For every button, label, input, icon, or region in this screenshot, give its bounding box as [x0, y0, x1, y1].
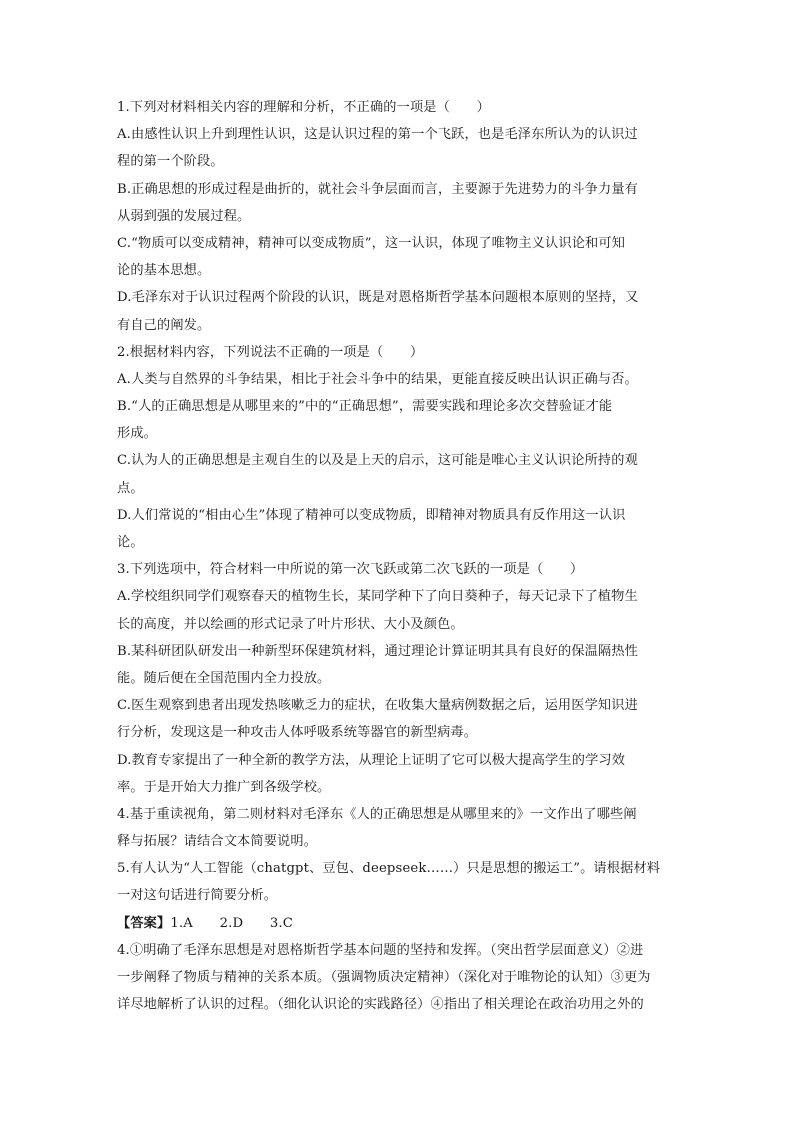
- question-1-option-a: A.由感性认识上升到理性认识，这是认识过程的第一个飞跃，也是毛泽东所认为的认识过: [117, 127, 638, 143]
- question-3-stem: 3.下列选项中，符合材料一中所说的第一次飞跃或第二次飞跃的一项是（ ）: [117, 562, 584, 578]
- question-5-stem: 5.有人认为“人工智能（chatgpt、豆包、deepseek……）只是思想的搬运工”。请根据材料: [117, 861, 661, 877]
- answer-line: [117, 910, 680, 937]
- answer-4-line-1: 4.①明确了毛泽东思想是对恩格斯哲学基本问题的坚持和发挥。（突出哲学层面意义）②进: [117, 942, 644, 958]
- answer-choices: 1.A 2.D 3.C: [170, 915, 293, 931]
- question-1-option-c-cont: 论的基本思想。: [117, 263, 211, 279]
- question-2-option-b: B.“人的正确思想是从哪里来的”中的“正确思想”，需要实践和理论多次交替验证才能: [117, 399, 613, 415]
- question-2-option-d-cont: 论。: [117, 535, 144, 550]
- question-3-option-c: C.医生观察到患者出现发热咳嗽乏力的症状，在收集大量病例数据之后，运用医学知识进: [117, 698, 638, 714]
- question-3-option-b: B.某科研团队研发出一种新型环保建筑材料，通过理论计算证明其具有良好的保温隔热性: [117, 643, 639, 659]
- answer-4-line-3: 详尽地解析了认识的过程。（细化认识论的实践路径）④指出了相关理论在政治功用之外的: [117, 997, 644, 1013]
- question-2-option-c: C.认为人的正确思想是主观自生的以及是上天的启示，这可能是唯心主义认识论所持的观: [117, 453, 638, 469]
- document-body: [117, 94, 680, 1018]
- question-2-stem: 2.根据材料内容，下列说法不正确的一项是（ ）: [117, 344, 424, 360]
- question-3-option-a-cont: 长的高度，并以绘画的形式记录了叶片形状、大小及颜色。: [117, 616, 464, 632]
- question-1-option-d-cont: 有自己的阐发。: [117, 317, 211, 333]
- question-1-option-b-cont: 从弱到强的发展过程。: [117, 208, 251, 224]
- question-1-stem: 1.下列对材料相关内容的理解和分析，不正确的一项是（ ）: [117, 100, 490, 115]
- question-1-option-a-cont: 程的第一个阶段。: [117, 154, 224, 170]
- question-3-option-d: D.教育专家提出了一种全新的教学方法，从理论上证明了它可以极大提高学生的学习效: [117, 752, 626, 768]
- answer-4-line-2: 一步阐释了物质与精神的关系本质。（强调物质决定精神）（深化对于唯物论的认知）③更为: [117, 970, 651, 985]
- question-2-option-d: D.人们常说的“相由心生”体现了精神可以变成物质，即精神对物质具有反作用这一认识: [117, 507, 626, 523]
- question-1-option-d: D.毛泽东对于认识过程两个阶段的认识，既是对恩格斯哲学基本问题根本原则的坚持，又: [117, 290, 639, 306]
- question-3-option-d-cont: 率。于是开始大力推广到各级学校。: [117, 779, 331, 795]
- question-1-option-b: B.正确思想的形成过程是曲折的，就社会斗争层面而言，主要源于先进势力的斗争力量有: [117, 181, 639, 197]
- question-4-stem: 4.基于重读视角，第二则材料对毛泽东《人的正确思想是从哪里来的》一文作出了哪些阐: [117, 806, 637, 822]
- question-3-option-c-cont: 行分析，发现这是一种攻击人体呼吸系统等器官的新型病毒。: [117, 725, 478, 741]
- answer-label: 【答案】: [117, 915, 171, 931]
- question-2-option-c-cont: 点。: [117, 480, 144, 496]
- question-3-option-b-cont: 能。随后便在全国范围内全力投放。: [117, 670, 331, 686]
- question-3-option-a: A.学校组织同学们观察春天的植物生长，某同学种下了向日葵种子，每天记录下了植物生: [117, 589, 638, 605]
- question-2-option-a: A.人类与自然界的斗争结果，相比于社会斗争中的结果，更能直接反映出认识正确与否。: [117, 371, 638, 387]
- question-2-option-b-cont: 形成。: [117, 426, 158, 442]
- question-5-stem-cont: 一对这句话进行简要分析。: [117, 888, 278, 904]
- question-4-stem-cont: 释与拓展？请结合文本简要说明。: [117, 834, 318, 850]
- question-1-option-c: C.“物质可以变成精神，精神可以变成物质”，这一认识，体现了唯物主义认识论和可知: [117, 235, 626, 251]
